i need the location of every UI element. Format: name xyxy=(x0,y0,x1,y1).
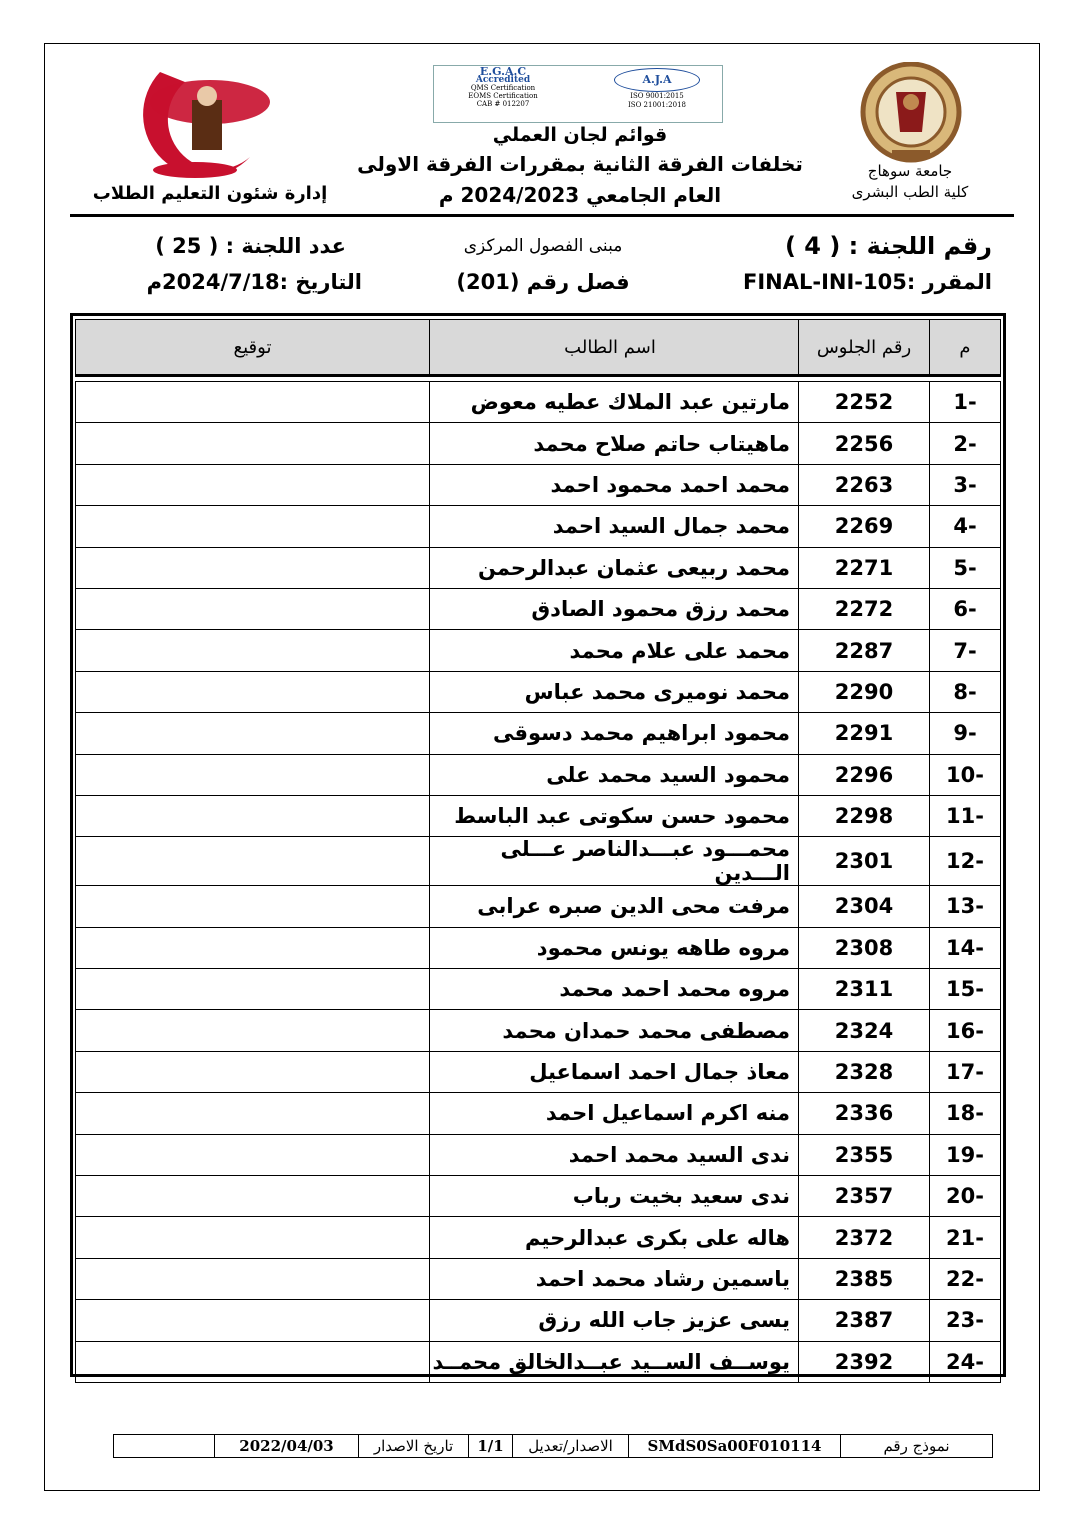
row-seat-number: 2269 xyxy=(799,506,930,547)
row-student-name: ياسمين رشاد محمد احمد xyxy=(430,1258,799,1299)
row-index: 8- xyxy=(930,671,1001,712)
table-row xyxy=(76,754,1001,795)
footer-blank xyxy=(114,1435,214,1457)
row-index: 20- xyxy=(930,1176,1001,1217)
department-name: إدارة شئون التعليم الطلاب xyxy=(92,183,328,204)
table-header-row xyxy=(76,320,1001,376)
students-table xyxy=(75,319,1001,1383)
faculty-logo xyxy=(100,62,278,182)
egac-title: E.G.A.C xyxy=(479,65,527,78)
row-seat-number: 2256 xyxy=(799,423,930,464)
header-divider xyxy=(70,214,1014,217)
table-row xyxy=(76,1093,1001,1134)
row-index: 14- xyxy=(930,927,1001,968)
row-student-name: مارتين عبد الملاك عطيه معوض xyxy=(430,382,799,423)
header-name: اسم الطالب xyxy=(430,320,799,376)
row-signature-cell xyxy=(76,423,430,464)
row-seat-number: 2336 xyxy=(799,1093,930,1134)
row-index: 23- xyxy=(930,1300,1001,1341)
aja-badge xyxy=(602,68,712,118)
row-signature-cell xyxy=(76,927,430,968)
title-line-3: العام الجامعي 2024/2023 م xyxy=(438,183,722,207)
table-body xyxy=(76,382,1001,1383)
table-row xyxy=(76,1010,1001,1051)
row-seat-number: 2392 xyxy=(799,1341,930,1382)
row-seat-number: 2311 xyxy=(799,969,930,1010)
row-student-name: محمد جمال السيد احمد xyxy=(430,506,799,547)
row-seat-number: 2387 xyxy=(799,1300,930,1341)
row-index: 22- xyxy=(930,1258,1001,1299)
university-name: جامعة سوهاج xyxy=(867,162,953,180)
row-student-name: يسى عزيز جاب الله رزق xyxy=(430,1300,799,1341)
egac-accredited: Accredited xyxy=(475,75,531,85)
row-seat-number: 2372 xyxy=(799,1217,930,1258)
exam-date: التاريخ :2024/7/18م xyxy=(146,270,362,294)
row-index: 17- xyxy=(930,1051,1001,1092)
faculty-name: كلية الطب البشرى xyxy=(851,183,969,201)
edition-label: الاصدار/تعديل xyxy=(512,1435,628,1457)
row-student-name: محمود السيد محمد على xyxy=(430,754,799,795)
row-index: 1- xyxy=(930,382,1001,423)
row-signature-cell xyxy=(76,1176,430,1217)
row-index: 4- xyxy=(930,506,1001,547)
row-student-name: مرفت محى الدين صبره عرابى xyxy=(430,886,799,927)
issue-date-value: 2022/04/03 xyxy=(214,1435,358,1457)
header-index: م xyxy=(930,320,1001,376)
classroom-number: فصل رقم (201) xyxy=(456,270,630,294)
row-seat-number: 2385 xyxy=(799,1258,930,1299)
row-student-name: محمد ربيعى عثمان عبدالرحمن xyxy=(430,547,799,588)
table-row xyxy=(76,795,1001,836)
row-student-name: ندى السيد محمد احمد xyxy=(430,1134,799,1175)
table-row xyxy=(76,1341,1001,1382)
row-student-name: محمد احمد محمود احمد xyxy=(430,464,799,505)
row-seat-number: 2290 xyxy=(799,671,930,712)
row-signature-cell xyxy=(76,1051,430,1092)
egac-line: EOMS Certification xyxy=(468,92,538,100)
row-seat-number: 2296 xyxy=(799,754,930,795)
aja-title: A.J.A xyxy=(614,68,700,92)
row-signature-cell xyxy=(76,1093,430,1134)
table-row xyxy=(76,837,1001,886)
egac-badge xyxy=(438,65,568,118)
row-index: 11- xyxy=(930,795,1001,836)
row-signature-cell xyxy=(76,506,430,547)
row-signature-cell xyxy=(76,547,430,588)
table-row xyxy=(76,630,1001,671)
table-row xyxy=(76,506,1001,547)
row-seat-number: 2355 xyxy=(799,1134,930,1175)
row-index: 13- xyxy=(930,886,1001,927)
university-seal xyxy=(852,62,970,172)
row-seat-number: 2328 xyxy=(799,1051,930,1092)
row-index: 10- xyxy=(930,754,1001,795)
row-signature-cell xyxy=(76,1217,430,1258)
row-student-name: منه اكرم اسماعيل احمد xyxy=(430,1093,799,1134)
form-label: نموذج رقم xyxy=(840,1435,992,1457)
row-student-name: محمود حسن سكوتى عبد الباسط xyxy=(430,795,799,836)
table-row xyxy=(76,464,1001,505)
row-seat-number: 2357 xyxy=(799,1176,930,1217)
row-seat-number: 2271 xyxy=(799,547,930,588)
table-row xyxy=(76,1217,1001,1258)
row-signature-cell xyxy=(76,671,430,712)
row-signature-cell xyxy=(76,713,430,754)
aja-line: ISO 21001:2018 xyxy=(628,101,686,109)
row-student-name: مصطفى محمد حمدان محمد xyxy=(430,1010,799,1051)
form-footer xyxy=(113,1434,993,1458)
row-signature-cell xyxy=(76,1010,430,1051)
course-code: المقرر :FINAL-INI-105 xyxy=(743,270,992,294)
row-signature-cell xyxy=(76,1300,430,1341)
row-index: 7- xyxy=(930,630,1001,671)
table-row xyxy=(76,671,1001,712)
row-student-name: محمد على علام محمد xyxy=(430,630,799,671)
table-row xyxy=(76,1051,1001,1092)
row-student-name: محمد نوميرى محمد عباس xyxy=(430,671,799,712)
row-signature-cell xyxy=(76,969,430,1010)
committee-number: رقم اللجنة : ( 4 ) xyxy=(784,232,992,260)
header-signature: توقيع xyxy=(76,320,430,376)
row-index: 5- xyxy=(930,547,1001,588)
row-signature-cell xyxy=(76,1341,430,1382)
table-row xyxy=(76,927,1001,968)
row-index: 15- xyxy=(930,969,1001,1010)
row-student-name: هاله على بكرى عبدالرحيم xyxy=(430,1217,799,1258)
row-signature-cell xyxy=(76,795,430,836)
row-student-name: معاذ جمال احمد اسماعيل xyxy=(430,1051,799,1092)
row-student-name: ندى سعيد بخيت رباب xyxy=(430,1176,799,1217)
table-row xyxy=(76,886,1001,927)
row-seat-number: 2272 xyxy=(799,588,930,629)
row-seat-number: 2263 xyxy=(799,464,930,505)
table-row xyxy=(76,382,1001,423)
row-seat-number: 2301 xyxy=(799,837,930,886)
row-seat-number: 2304 xyxy=(799,886,930,927)
row-seat-number: 2291 xyxy=(799,713,930,754)
row-signature-cell xyxy=(76,754,430,795)
row-signature-cell xyxy=(76,837,430,886)
header-seat: رقم الجلوس xyxy=(799,320,930,376)
row-index: 12- xyxy=(930,837,1001,886)
row-student-name: محمـــود عبـــدالناصر عـــلى الـــدين xyxy=(430,837,799,886)
row-index: 21- xyxy=(930,1217,1001,1258)
row-index: 18- xyxy=(930,1093,1001,1134)
table-row xyxy=(76,423,1001,464)
form-number: SMdS0Sa00F010114 xyxy=(628,1435,840,1457)
row-seat-number: 2324 xyxy=(799,1010,930,1051)
row-signature-cell xyxy=(76,1258,430,1299)
table-row xyxy=(76,1258,1001,1299)
row-student-name: محمود ابراهيم محمد دسوقى xyxy=(430,713,799,754)
row-student-name: محمد رزق محمود الصادق xyxy=(430,588,799,629)
row-signature-cell xyxy=(76,588,430,629)
egac-line: QMS Certification xyxy=(470,84,536,92)
row-student-name: مروه طاهه يونس محمود xyxy=(430,927,799,968)
row-student-name: ماهيتاب حاتم صلاح محمد xyxy=(430,423,799,464)
row-index: 19- xyxy=(930,1134,1001,1175)
row-signature-cell xyxy=(76,382,430,423)
committee-count: عدد اللجنة : ( 25 ) xyxy=(155,234,346,258)
row-seat-number: 2308 xyxy=(799,927,930,968)
table-row xyxy=(76,713,1001,754)
certification-banner xyxy=(433,65,723,123)
table-row xyxy=(76,969,1001,1010)
row-seat-number: 2298 xyxy=(799,795,930,836)
edition-value: 1/1 xyxy=(468,1435,512,1457)
row-index: 2- xyxy=(930,423,1001,464)
row-signature-cell xyxy=(76,464,430,505)
title-line-2: تخلفات الفرقة الثانية بمقررات الفرقة الاولى xyxy=(357,152,803,176)
table-row xyxy=(76,1176,1001,1217)
aja-line: ISO 9001:2015 xyxy=(630,92,684,100)
row-seat-number: 2287 xyxy=(799,630,930,671)
table-row xyxy=(76,1134,1001,1175)
row-index: 3- xyxy=(930,464,1001,505)
table-row xyxy=(76,1300,1001,1341)
row-index: 9- xyxy=(930,713,1001,754)
issue-date-label: تاريخ الاصدار xyxy=(358,1435,468,1457)
row-index: 24- xyxy=(930,1341,1001,1382)
building-name: مبنى الفصول المركزى xyxy=(463,236,623,256)
row-student-name: مروه محمد احمد محمد xyxy=(430,969,799,1010)
title-line-1: قوائم لجان العملي xyxy=(492,124,668,146)
row-index: 6- xyxy=(930,588,1001,629)
table-row xyxy=(76,547,1001,588)
row-student-name: يوســف الســيد عبــدالخالق محمــد xyxy=(430,1341,799,1382)
row-seat-number: 2252 xyxy=(799,382,930,423)
egac-line: CAB # 012207 xyxy=(476,100,530,108)
row-signature-cell xyxy=(76,886,430,927)
row-index: 16- xyxy=(930,1010,1001,1051)
row-signature-cell xyxy=(76,630,430,671)
row-signature-cell xyxy=(76,1134,430,1175)
table-row xyxy=(76,588,1001,629)
